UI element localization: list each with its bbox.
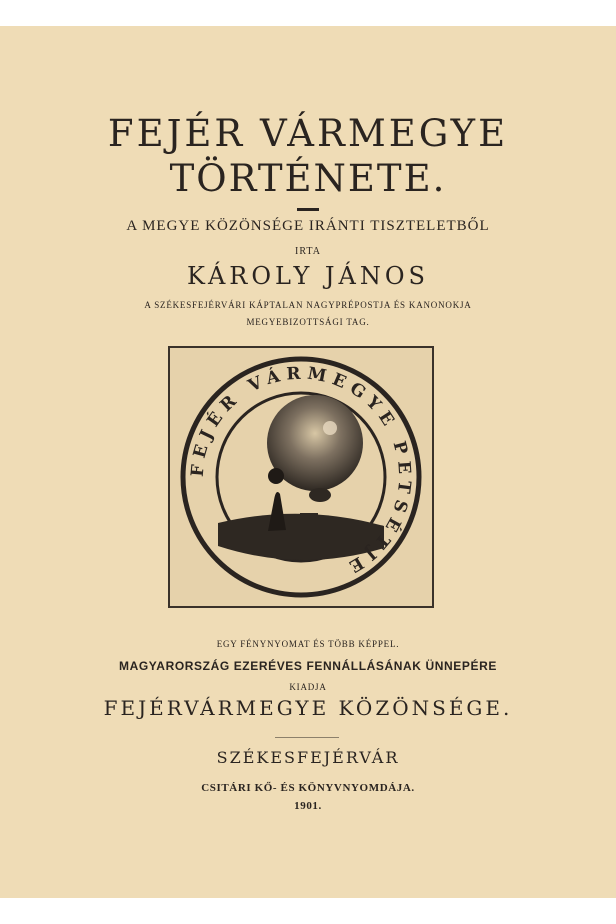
dedication: A MEGYE KÖZÖNSÉGE IRÁNTI TISZTELETBŐL [126, 218, 490, 234]
title-page [0, 26, 616, 898]
publication-city: SZÉKESFEJÉRVÁR [216, 748, 400, 767]
occasion-note: MAGYARORSZÁG EZERÉVES FENNÁLLÁSÁNAK ÜNNEPÉRE [119, 659, 497, 673]
publisher-divider [275, 737, 339, 738]
written-by-label: IRTA [295, 246, 321, 257]
publication-year: 1901. [294, 800, 322, 812]
book-title-line2: TÖRTÉNETE. [169, 157, 447, 200]
author-position-line2: MEGYEBIZOTTSÁGI TAG. [246, 317, 370, 327]
published-by-label: KIADJA [289, 682, 327, 692]
title-divider [297, 208, 319, 211]
printer-name: CSITÁRI KŐ- ÉS KÖNYVNYOMDÁJA. [201, 782, 415, 794]
book-title-line1: FEJÉR VÁRMEGYE [107, 112, 509, 155]
seal-figure [268, 492, 286, 531]
publisher-name: FEJÉRVÁRMEGYE KÖZÖNSÉGE. [103, 696, 513, 720]
seal-angel [323, 421, 337, 435]
seal-altar [300, 513, 318, 528]
edition-note: EGY FÉNYNYOMAT ÉS TÖBB KÉPPEL. [216, 639, 400, 649]
seal-fire [309, 488, 331, 502]
seal-inscription: FEJÉR VÁRMEGYE PETSÉTJE [187, 363, 415, 579]
author-position-line1: A SZÉKESFEJÉRVÁRI KÁPTALAN NAGYPRÉPOSTJA ÉS KANONOKJA [144, 300, 472, 310]
seal-figure-head [268, 468, 284, 484]
county-seal-image [168, 346, 434, 608]
author-name: KÁROLY JÁNOS [187, 262, 429, 290]
seal-illustration [170, 348, 432, 606]
